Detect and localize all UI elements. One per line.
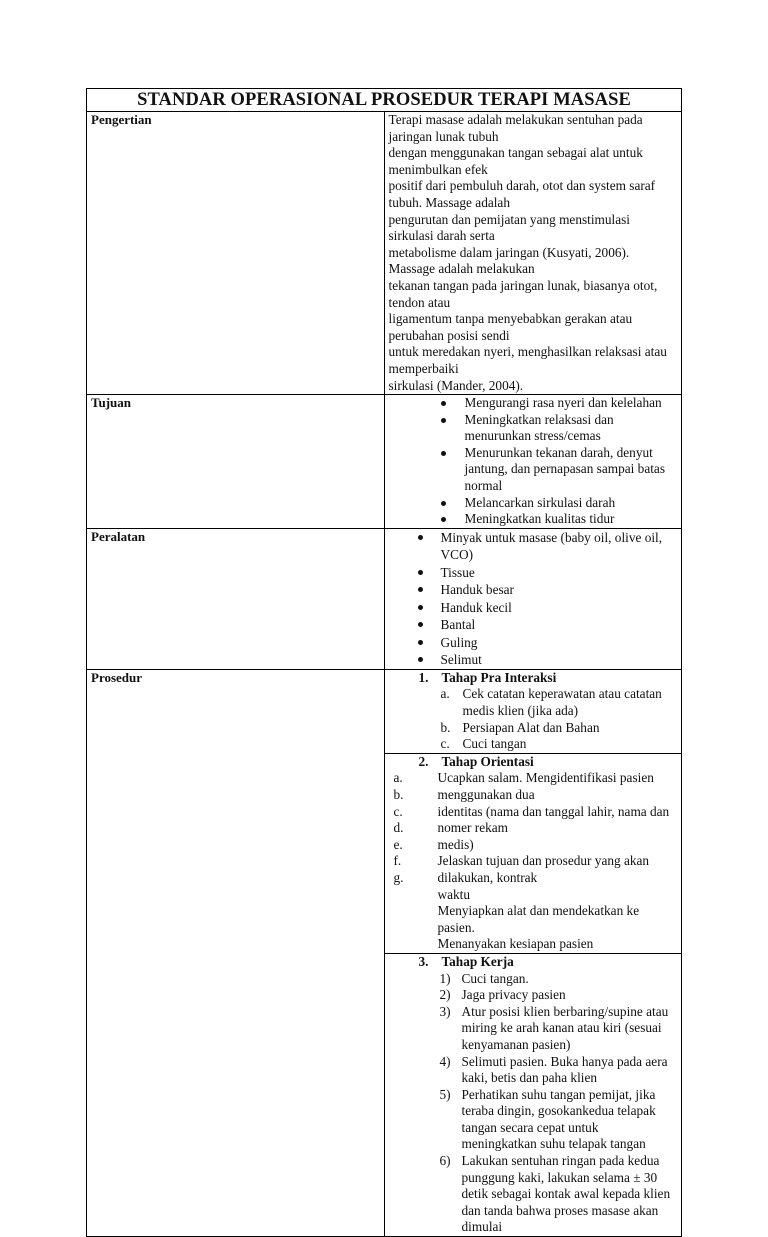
list-item-text: Cek catatan keperawatan atau catatan medis klien (jika ada): [462, 686, 662, 719]
list-marker: c.: [440, 736, 450, 752]
section-number: 3.: [418, 953, 429, 969]
tujuan-item: Melancarkan sirkulasi darah: [465, 495, 672, 512]
list-marker: f.: [393, 853, 402, 869]
list-marker: 6): [439, 1153, 451, 1169]
prosedur-row-1: [87, 669, 682, 753]
list-marker: g.: [393, 869, 404, 885]
peralatan-item: Handuk besar: [441, 581, 678, 599]
peralatan-item: Bantal: [441, 616, 678, 634]
list-item-text: Cuci tangan.: [461, 970, 529, 986]
orientasi-markers: [394, 770, 424, 886]
pengertian-line: positif dari pembuluh darah, otot dan system saraf tubuh. Massage adalah: [388, 178, 656, 210]
peralatan-row: [87, 528, 682, 669]
orientasi-line: identitas (nama dan tanggal lahir, nama dan nomer rekam: [437, 803, 670, 836]
list-marker: 1): [439, 970, 451, 986]
list-item: [389, 736, 678, 753]
list-item: [389, 720, 678, 737]
list-item-text: Jaga privacy pasien: [461, 987, 566, 1003]
list-item-text: Atur posisi klien berbaring/supine atau miring ke arah kanan atau kiri (sesuai kenyamanan pasien): [461, 1003, 669, 1052]
list-marker: 4): [439, 1053, 451, 1069]
section-number: 2.: [418, 753, 429, 769]
peralatan-list: [389, 529, 678, 669]
list-marker: a.: [440, 686, 450, 702]
prosedur-label: Prosedur: [87, 669, 385, 1236]
pengertian-line: Terapi masase adalah melakukan sentuhan pada jaringan lunak tubuh: [388, 112, 643, 144]
pengertian-row: [87, 112, 682, 395]
orientasi-line: medis): [437, 836, 474, 852]
list-marker: a.: [393, 770, 403, 786]
orientasi-list: [389, 770, 678, 953]
list-marker: 3): [439, 1003, 451, 1019]
document-title: STANDAR OPERASIONAL PROSEDUR TERAPI MASASE: [87, 89, 682, 112]
tujuan-list: [389, 395, 672, 528]
section-title: Tahap Pra Interaksi: [441, 669, 557, 685]
list-item-text: Lakukan sentuhan ringan pada kedua punggung kaki, lakukan selama ± 30 detik sebagai kontak awal kepada klien dan tanda bahwa proses masase akan dimulai: [461, 1153, 671, 1235]
list-marker: d.: [393, 820, 404, 836]
section-number: 1.: [418, 669, 429, 685]
pengertian-line: tekanan tangan pada jaringan lunak, biasanya otot, tendon atau: [388, 277, 658, 310]
peralatan-label: Peralatan: [87, 528, 385, 669]
peralatan-item: Minyak untuk masase (baby oil, olive oil, VCO): [441, 529, 678, 564]
list-marker: c.: [393, 803, 403, 819]
list-item: [389, 1087, 674, 1153]
list-marker: b.: [393, 787, 404, 802]
orientasi-line: waktu: [437, 886, 470, 902]
pengertian-line: sirkulasi (Mander, 2004).: [388, 377, 524, 393]
section-title: Tahap Orientasi: [441, 753, 534, 769]
section-title: Tahap Kerja: [441, 953, 514, 969]
pengertian-line: dengan menggunakan tangan sebagai alat untuk menimbulkan efek: [388, 145, 643, 177]
pengertian-line: untuk meredakan nyeri, menghasilkan relaksasi atau memperbaiki: [388, 344, 667, 376]
peralatan-item: Tissue: [441, 564, 678, 582]
orientasi-line: Menyiapkan alat dan mendekatkan ke pasien.: [437, 903, 640, 935]
list-item-text: Persiapan Alat dan Bahan: [462, 719, 600, 735]
list-item: [389, 971, 674, 988]
prosedur-section-pra-interaksi: [384, 669, 682, 753]
tujuan-item: Meningkatkan relaksasi dan menurunkan stress/cemas: [465, 412, 672, 445]
tujuan-item: Meningkatkan kualitas tidur: [465, 511, 672, 528]
orientasi-line: Ucapkan salam. Mengidentifikasi pasien menggunakan dua: [437, 770, 654, 802]
peralatan-content: [384, 528, 682, 669]
list-item-text: Selimuti pasien. Buka hanya pada aera kaki, betis dan paha klien: [461, 1053, 668, 1086]
orientasi-line: Menanyakan kesiapan pasien: [437, 936, 594, 952]
list-marker: 5): [439, 1086, 451, 1102]
prosedur-section-orientasi: [384, 753, 682, 953]
list-item: [389, 1004, 674, 1054]
pengertian-line: ligamentum tanpa menyebabkan gerakan atau perubahan posisi sendi: [388, 311, 633, 343]
prosedur-section-kerja: [384, 953, 682, 1236]
peralatan-item: Handuk kecil: [441, 599, 678, 617]
orientasi-line: Jelaskan tujuan dan prosedur yang akan dilakukan, kontrak: [437, 853, 650, 885]
tujuan-content: [384, 395, 682, 529]
list-item: [389, 987, 674, 1004]
tujuan-label: Tujuan: [87, 395, 385, 529]
pengertian-label: Pengertian: [87, 112, 385, 395]
pengertian-line: pengurutan dan pemijatan yang menstimulasi sirkulasi darah serta: [388, 211, 630, 244]
list-item: [389, 1054, 674, 1087]
list-item-text: Cuci tangan: [462, 736, 527, 752]
list-marker: e.: [393, 836, 403, 852]
list-item: [389, 686, 678, 719]
pengertian-line: metabolisme dalam jaringan (Kusyati, 2006). Massage adalah melakukan: [388, 244, 630, 277]
pengertian-content: [384, 112, 682, 395]
peralatan-item: Selimut: [441, 651, 678, 669]
sop-table: [86, 88, 682, 1237]
list-item: [389, 1153, 674, 1236]
tujuan-item: Menurunkan tekanan darah, denyut jantung, dan pernapasan sampai batas normal: [465, 445, 672, 495]
list-marker: 2): [439, 987, 451, 1003]
list-marker: b.: [440, 719, 451, 735]
tujuan-row: [87, 395, 682, 529]
list-item-text: Perhatikan suhu tangan pemijat, jika teraba dingin, gosokankedua telapak tangan secara cepat untuk meningkatkan suhu telapak tangan: [461, 1086, 656, 1152]
peralatan-item: Guling: [441, 634, 678, 652]
tujuan-item: Mengurangi rasa nyeri dan kelelahan: [465, 395, 672, 412]
